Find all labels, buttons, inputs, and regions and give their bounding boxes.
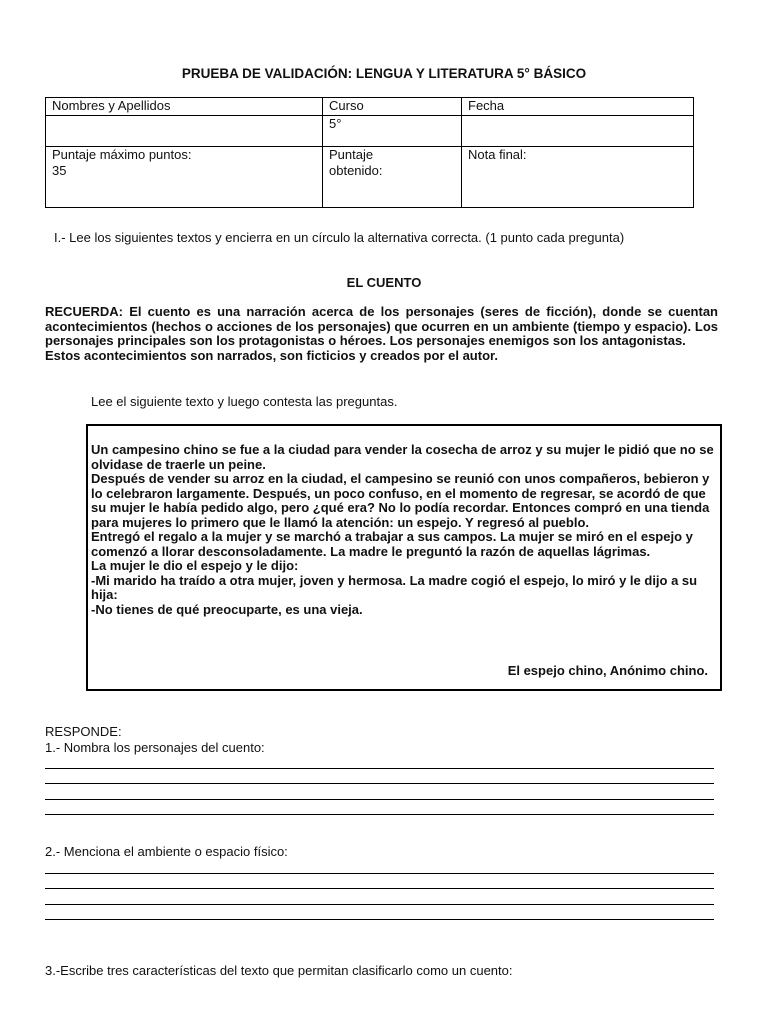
responde-label: RESPONDE: bbox=[45, 724, 122, 739]
answer-line[interactable] bbox=[45, 769, 714, 785]
answer-lines-1[interactable] bbox=[45, 753, 714, 815]
story-text bbox=[91, 443, 716, 617]
answer-line[interactable] bbox=[45, 889, 714, 905]
answer-line[interactable] bbox=[45, 905, 714, 921]
nombres-field[interactable] bbox=[46, 116, 323, 147]
puntaje-max-label: Puntaje máximo puntos: bbox=[52, 147, 192, 162]
answer-line[interactable] bbox=[45, 874, 714, 890]
nota-final-label: Nota final: bbox=[468, 147, 527, 162]
story-paragraph: -No tienes de qué preocuparte, es una vieja. bbox=[91, 601, 363, 617]
story-paragraph: -Mi marido ha traído a otra mujer, joven y hermosa. La madre cogió el espejo, lo miró y le dijo a su hija: bbox=[91, 572, 698, 602]
student-info-table bbox=[45, 97, 694, 208]
curso-label: Curso bbox=[323, 98, 462, 116]
question-2: 2.- Menciona el ambiente o espacio físico: bbox=[45, 844, 288, 859]
instruction-text: I.- Lee los siguientes textos y encierra en un círculo la alternativa correcta. (1 punto cada pregunta) bbox=[54, 230, 625, 245]
answer-line[interactable] bbox=[45, 858, 714, 874]
story-paragraph: Entregó el regalo a la mujer y se marchó a trabajar a sus campos. La mujer se miró en el espejo y comenzó a llorar desconsoladamente. La madre le preguntó la razón de aquellas lágrimas. bbox=[91, 529, 693, 559]
section-heading: EL CUENTO bbox=[346, 275, 422, 290]
story-source: El espejo chino, Anónimo chino. bbox=[507, 663, 708, 678]
story-box bbox=[86, 424, 722, 691]
puntaje-max-cell bbox=[46, 147, 323, 208]
page-title: PRUEBA DE VALIDACIÓN: LENGUA Y LITERATURA 5° BÁSICO bbox=[181, 66, 587, 81]
story-paragraph: Después de vender su arroz en la ciudad, el campesino se reunió con unos compañeros, bebieron y lo celebraron largamente. Después, un poco confuso, en el momento de regresar, se acordó de que su mujer le había pedido algo, pero ¿qué era? No lo podía recordar. Entonces compró en una tienda para mujeres lo primero que le llamó la atención: un espejo. Y regresó al pueblo. bbox=[91, 471, 710, 530]
recuerda-text-2: Estos acontecimientos son narrados, son ficticios y creados por el autor. bbox=[45, 347, 498, 363]
fecha-field[interactable] bbox=[462, 116, 694, 147]
puntaje-obtenido-cell[interactable] bbox=[323, 147, 462, 208]
answer-line[interactable] bbox=[45, 753, 714, 769]
answer-lines-2[interactable] bbox=[45, 858, 714, 920]
story-paragraph: La mujer le dio el espejo y le dijo: bbox=[91, 558, 299, 573]
read-instruction: Lee el siguiente texto y luego contesta las preguntas. bbox=[91, 394, 398, 409]
nombres-label: Nombres y Apellidos bbox=[46, 98, 323, 116]
recuerda-text: RECUERDA: El cuento es una narración acerca de los personajes (seres de ficción), donde se cuentan acontecimientos (hechos o acciones de los personajes) que ocurren en un ambiente (tiempo y espacio). Los personajes principales son los protagonistas o héroes. Los personajes enemigos son los antagonistas. bbox=[45, 304, 718, 348]
recuerda-box bbox=[45, 305, 718, 363]
question-3: 3.-Escribe tres características del texto que permitan clasificarlo como un cuento: bbox=[45, 963, 513, 978]
curso-value[interactable]: 5° bbox=[323, 116, 462, 147]
answer-line[interactable] bbox=[45, 784, 714, 800]
story-paragraph: Un campesino chino se fue a la ciudad para vender la cosecha de arroz y su mujer le pidió que no se olvidase de traerle un peine. bbox=[91, 442, 714, 472]
fecha-label: Fecha bbox=[462, 98, 694, 116]
question-1: 1.- Nombra los personajes del cuento: bbox=[45, 740, 265, 755]
puntaje-obtenido-label: Puntaje obtenido: bbox=[329, 147, 383, 178]
nota-final-cell[interactable] bbox=[462, 147, 694, 208]
answer-line[interactable] bbox=[45, 800, 714, 816]
responde-block bbox=[45, 724, 265, 756]
puntaje-max-value: 35 bbox=[52, 163, 67, 178]
